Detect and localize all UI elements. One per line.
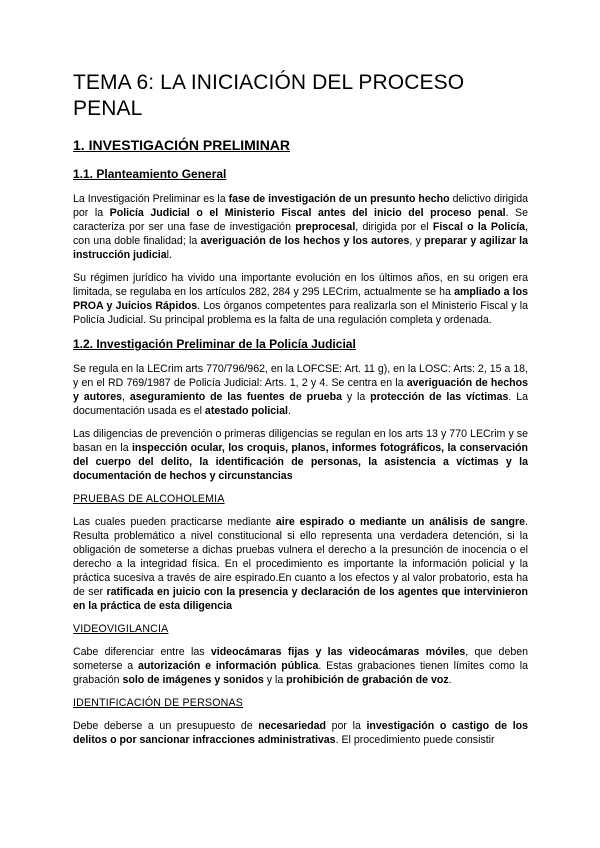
bold-text-run: investigación o castigo de los delitos o por sancionar infracciones administrativas: [73, 720, 528, 746]
text-run: Las cuales pueden practicarse mediante: [73, 516, 276, 528]
text-run: por la: [325, 720, 367, 732]
text-run: y la: [263, 674, 287, 686]
subheading-identificacion: IDENTIFICACIÓN DE PERSONAS: [73, 697, 244, 709]
text-run: Su régimen jurídico ha vivido una importante evolución en los últimos años, en su origen era limitada, se regulaba en los artículos 282, 284 y 295 LECrim, actualmente se ha: [73, 272, 528, 298]
text-run: .: [448, 674, 452, 686]
subheading-videovigilancia: VIDEOVIGILANCIA: [73, 623, 169, 635]
bold-text-run: ampliado a los PROA y Juicios Rápidos: [73, 286, 528, 312]
bold-text-run: inspección ocular, los croquis, planos, informes fotográficos, la conservación del cuerpo del delito, la identificación de personas, la asistencia a víctimas y la documentación de hechos y circunstancias: [73, 442, 528, 482]
paragraph-planteamiento-1: [73, 192, 528, 262]
bold-text-run: ratificada en juicio con la presencia y declaración de los agentes que intervinieron en la práctica de esta diligencia: [73, 586, 528, 612]
section-heading-investigacion-preliminar: 1. INVESTIGACIÓN PRELIMINAR: [73, 137, 291, 153]
bold-text-run: Fiscal o la Policía: [432, 221, 526, 233]
bold-text-run: necesariedad: [258, 720, 326, 732]
text-run: l.: [166, 249, 172, 261]
text-run: . Resulta problemático a nivel constitucional si ello representa una verdadera detención, si la obligación de someterse a dichas pruebas vulnera el derecho a la presunción de inocencia o el derecho a la integridad física. En el procedimiento es importante la información policial y la práctica sucesiva a través de aire espirado.En cuanto a los efectos y al valor probatorio, esta ha de ser: [73, 516, 528, 598]
bold-text-run: prohibición de grabación de voz: [286, 674, 449, 686]
text-run: .: [287, 405, 291, 417]
text-run: y la: [341, 391, 371, 403]
bold-text-run: averiguación de los hechos y los autores: [200, 235, 410, 247]
bold-text-run: fase de investigación de un presunto hecho: [228, 193, 450, 205]
text-run: . Los órganos competentes para realizarla son el Ministerio Fiscal y la Policía Judicial. Su principal problema es la falta de una regulación completa y ordenada.: [73, 300, 528, 326]
page-title: TEMA 6: LA INICIACIÓN DEL PROCESO PENAL: [73, 71, 465, 120]
bold-text-run: antes del inicio del proceso penal: [317, 207, 506, 219]
subsection-heading-policia-judicial: 1.2. Investigación Preliminar de la Policía Judicial: [73, 337, 356, 351]
text-run: La Investigación Preliminar es la: [73, 193, 229, 205]
paragraph-videovigilancia: [73, 645, 528, 687]
bold-text-run: solo de imágenes y sonidos: [122, 674, 264, 686]
text-run: . Estas grabaciones tienen límites como la grabación: [73, 660, 529, 686]
bold-text-run: videocámaras fijas y las videocámaras móviles: [210, 646, 466, 658]
text-run: . El procedimiento puede consistir: [335, 734, 495, 746]
bold-text-run: protección de las víctimas: [370, 391, 509, 403]
text-run: delictivo dirigida por la: [73, 193, 528, 219]
text-run: , con una doble finalidad; la: [73, 221, 528, 247]
text-run: ,: [122, 391, 130, 403]
text-run: , dirigida por el: [355, 221, 433, 233]
paragraph-policia-judicial-2: [73, 427, 528, 483]
text-run: Las diligencias de prevención o primeras diligencias se regulan en los arts 13 y 770 LECrim y se basan en la: [73, 428, 528, 454]
subheading-alcoholemia: PRUEBAS DE ALCOHOLEMIA: [73, 493, 225, 505]
paragraph-alcoholemia: [73, 515, 528, 613]
text-run: Se regula en la LECrim arts 770/796/962, en la LOFCSE: Art. 11 g), en la LOSC: Arts: 2, 15 a 18, y en el RD 769/1987 de Policía Judicial: Arts. 1, 2 y 4. Se centra en la: [73, 363, 528, 389]
paragraph-policia-judicial-1: [73, 362, 528, 418]
text-run: . Se caracteriza por ser una fase de investigación: [73, 207, 529, 233]
text-run: Cabe diferenciar entre las: [73, 646, 211, 658]
bold-text-run: averiguación de hechos y autores: [73, 377, 528, 403]
text-run: , y: [409, 235, 425, 247]
text-run: . La documentación usada es el: [73, 391, 528, 417]
bold-text-run: preprocesal: [295, 221, 356, 233]
bold-text-run: atestado policial: [204, 405, 288, 417]
bold-text-run: autorización e información pública: [137, 660, 319, 672]
bold-text-run: aseguramiento de las fuentes de prueba: [129, 391, 342, 403]
bold-text-run: Policía Judicial o el Ministerio Fiscal: [109, 207, 312, 219]
text-run: Debe deberse a un presupuesto de: [73, 720, 259, 732]
paragraph-identificacion: [73, 719, 528, 747]
bold-text-run: aire espirado o mediante un análisis de sangre: [275, 516, 526, 528]
text-run: , que deben someterse a: [73, 646, 529, 672]
bold-text-run: preparar y agilizar la instrucción judicia: [73, 235, 529, 261]
paragraph-planteamiento-2: [73, 271, 528, 327]
subsection-heading-planteamiento: 1.1. Planteamiento General: [73, 167, 227, 181]
